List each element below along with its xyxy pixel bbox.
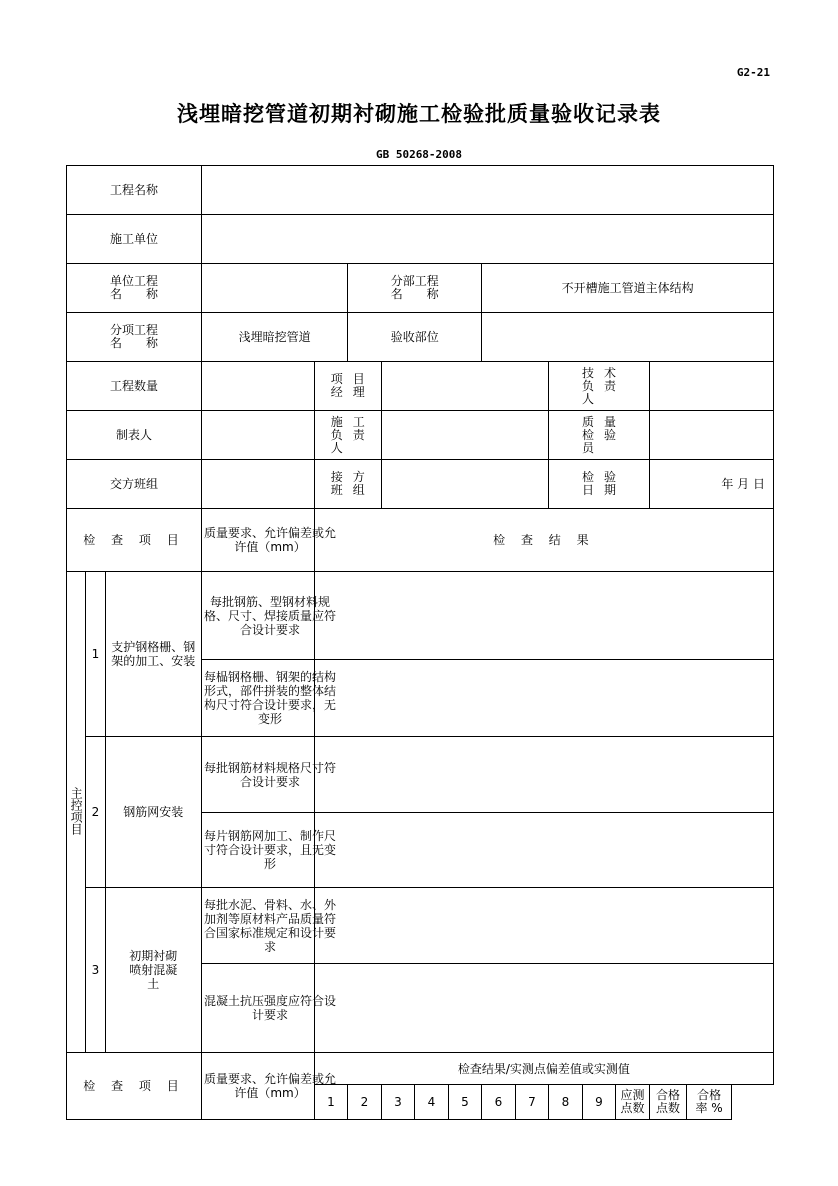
qualified-rate-text: 合格率 % [695,1088,723,1115]
point-1: 1 [314,1085,347,1120]
measurement-requirement-header-text: 质量要求、允许偏差或允许值（mm） [204,1072,337,1100]
construction-lead-label [314,411,381,460]
item-1-requirement-2-text: 每榀钢格栅、钢架的结构形式，部件拼装的整体结构尺寸符合设计要求，无变形 [204,670,337,726]
row-unit-project [67,264,774,313]
item-project-value[interactable]: 浅埋暗挖管道 [202,313,348,362]
row-construction-unit [67,215,774,264]
main-control-label-text: 主控项目 [69,786,84,835]
item-1-requirement-1 [202,572,337,660]
measurement-requirement-header [202,1053,337,1120]
row-item-2-req-1 [67,737,774,813]
item-3-requirement-2 [202,964,337,1053]
item-3-name [105,888,201,1053]
row-inspection-header [67,509,774,572]
row-item-project [67,313,774,362]
row-preparer [67,411,774,460]
quality-inspector-label-line2: 检验员 [581,427,616,455]
project-manager-value[interactable] [381,362,549,411]
unit-project-label-line2: 名 称 [110,287,158,301]
quantity-label: 工程数量 [67,362,202,411]
unit-project-label-line1: 单位工程 [110,274,159,288]
project-name-label: 工程名称 [67,166,202,215]
item-3-number: 3 [86,888,105,1053]
row-measurement-header [67,1053,774,1085]
tech-lead-value[interactable] [649,362,773,411]
item-2-requirement-2-text: 每片钢筋网加工、制作尺寸符合设计要求，且无变形 [204,829,337,871]
receiver-team-label-line2: 班 组 [330,483,365,497]
quality-inspector-label [549,411,650,460]
project-manager-label-line2: 经 理 [330,385,365,399]
item-3-name-text: 初期衬砌喷射混凝土 [129,949,178,991]
quality-inspector-value[interactable] [649,411,773,460]
construction-lead-label-line2: 负责人 [330,427,365,455]
item-project-label-line1: 分项工程 [110,323,159,337]
item-2-name [105,737,201,888]
point-6: 6 [482,1085,516,1120]
acceptance-part-label: 验收部位 [348,313,482,362]
page-title: 浅埋暗挖管道初期衬砌施工检验批质量验收记录表 [177,102,661,126]
item-2-requirement-2 [202,813,337,888]
quantity-value[interactable] [202,362,315,411]
item-2-result-2[interactable] [314,813,773,888]
row-handover [67,460,774,509]
inspection-date-label [549,460,650,509]
unit-project-label [67,264,202,313]
item-1-name [105,572,201,737]
inspection-date-label-line1: 检 验 [581,470,616,484]
inspection-requirement-header [202,509,337,572]
item-3-requirement-1 [202,888,337,964]
inspection-record-table [66,165,774,1120]
item-3-result-1[interactable] [314,888,773,964]
construction-lead-label-line1: 施 工 [330,414,365,429]
point-7: 7 [515,1085,549,1120]
acceptance-part-value[interactable] [482,313,774,362]
tech-lead-label-line2: 负责人 [581,378,616,406]
item-3-requirement-1-text: 每批水泥、骨料、水、外加剂等原材料产品质量符合国家标准规定和设计要求 [204,897,337,954]
item-2-result-1[interactable] [314,737,773,813]
row-item-3-req-1 [67,888,774,964]
construction-unit-label: 施工单位 [67,215,202,264]
sub-project-label-line1: 分部工程 [390,274,439,288]
tech-lead-label-line1: 技 术 [581,365,616,380]
sub-project-value[interactable]: 不开槽施工管道主体结构 [482,264,774,313]
qualified-points [649,1085,687,1120]
point-5: 5 [448,1085,482,1120]
form-code: G2-21 [736,66,770,79]
sub-project-label-line2: 名 称 [390,287,439,301]
inspection-requirement-header-text: 质量要求、允许偏差或允许值（mm） [204,526,337,554]
preparer-value[interactable] [202,411,315,460]
item-3-result-2[interactable] [314,964,773,1053]
item-1-requirement-1-text: 每批钢筋、型钢材料规格、尺寸、焊接质量应符合设计要求 [204,594,337,637]
item-2-requirement-1 [202,737,337,813]
item-1-name-text: 支护钢格栅、钢架的加工、安装 [111,640,196,668]
row-quantity [67,362,774,411]
item-1-requirement-2 [202,660,337,737]
item-1-result-1[interactable] [314,572,773,660]
row-project-name [67,166,774,215]
qualified-rate [687,1085,732,1120]
project-manager-label [314,362,381,411]
receiver-team-label [314,460,381,509]
row-item-1-req-1 [67,572,774,660]
item-2-requirement-1-text: 每批钢筋材料规格尺寸符合设计要求 [204,760,337,789]
quality-inspector-label-line1: 质 量 [581,414,616,429]
qualified-points-text: 合格点数 [655,1088,680,1115]
item-project-label-line2: 名 称 [110,336,158,350]
item-2-name-text: 钢筋网安装 [123,805,184,819]
point-3: 3 [381,1085,415,1120]
handover-team-value[interactable] [202,460,315,509]
receiver-team-label-line1: 接 方 [330,470,365,484]
item-2-number: 2 [86,737,105,888]
item-1-result-2[interactable] [314,660,773,737]
receiver-team-value[interactable] [381,460,549,509]
point-4: 4 [415,1085,449,1120]
item-3-requirement-2-text: 混凝土抗压强度应符合设计要求 [204,994,337,1022]
inspection-result-header: 检 查 结 果 [314,509,773,572]
project-manager-label-line1: 项 目 [330,372,365,386]
measurement-item-header: 检 查 项 目 [67,1053,202,1120]
measurement-result-header: 检查结果/实测点偏差值或实测值 [314,1053,773,1085]
should-measure-points-text: 应测点数 [620,1088,645,1115]
unit-project-value[interactable] [202,264,348,313]
tech-lead-label [549,362,650,411]
preparer-label: 制表人 [67,411,202,460]
main-control-label [67,572,86,1053]
inspection-date-value[interactable]: 年 月 日 [649,460,773,509]
should-measure-points [616,1085,650,1120]
inspection-item-header: 检 查 项 目 [67,509,202,572]
item-project-label [67,313,202,362]
handover-team-label: 交方班组 [67,460,202,509]
construction-unit-value[interactable] [202,215,774,264]
point-2: 2 [348,1085,382,1120]
project-name-value[interactable] [202,166,774,215]
point-8: 8 [549,1085,583,1120]
standard-code: GB 50268-2008 [375,148,463,161]
inspection-date-label-line2: 日 期 [581,483,616,497]
construction-lead-value[interactable] [381,411,549,460]
sub-project-label [348,264,482,313]
point-9: 9 [582,1085,616,1120]
item-1-number: 1 [86,572,105,737]
